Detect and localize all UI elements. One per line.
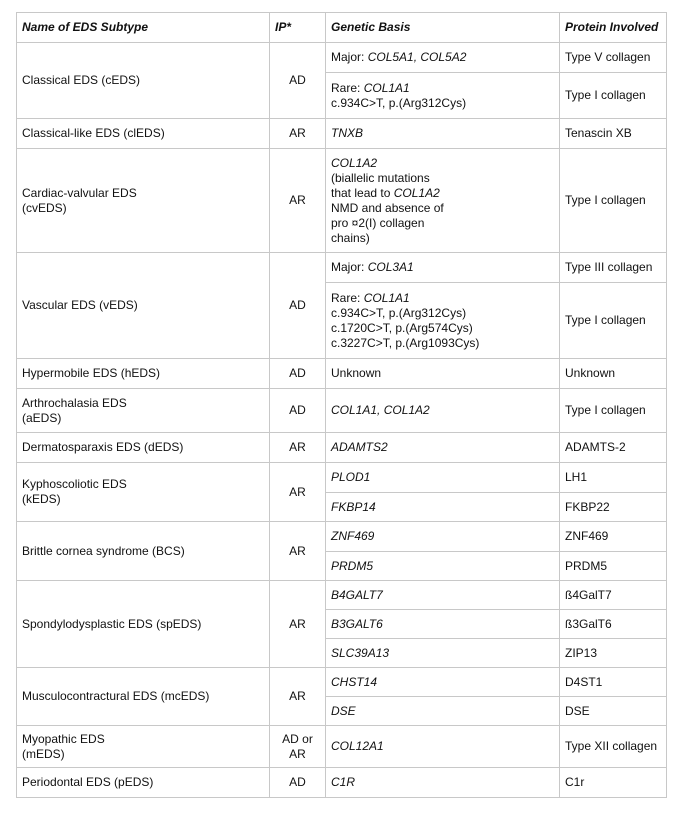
protein-involved: Type V collagen [560, 43, 667, 73]
table-body [17, 43, 667, 798]
protein-involved: Type I collagen [560, 73, 667, 119]
inheritance-pattern: AR [270, 522, 326, 581]
genetic-basis: PRDM5 [326, 552, 560, 581]
inheritance-pattern: AD [270, 43, 326, 119]
inheritance-pattern: AD [270, 253, 326, 359]
subtype-name: Spondylodysplastic EDS (spEDS) [17, 581, 270, 668]
genetic-basis: Unknown [326, 359, 560, 389]
genetic-basis: FKBP14 [326, 493, 560, 522]
table-header [17, 13, 667, 43]
protein-involved: Type XII collagen [560, 726, 667, 768]
protein-involved: ADAMTS-2 [560, 433, 667, 463]
table-row [17, 522, 667, 552]
header-genetic-basis: Genetic Basis [326, 13, 560, 43]
table-row [17, 389, 667, 433]
table-row [17, 433, 667, 463]
genetic-basis: SLC39A13 [326, 639, 560, 668]
protein-involved: Type III collagen [560, 253, 667, 283]
header-protein: Protein Involved [560, 13, 667, 43]
table-row [17, 768, 667, 798]
table-row [17, 581, 667, 610]
subtype-name: Vascular EDS (vEDS) [17, 253, 270, 359]
genetic-basis: Major: COL5A1, COL5A2 [326, 43, 560, 73]
subtype-name: Periodontal EDS (pEDS) [17, 768, 270, 798]
genetic-basis: COL1A1, COL1A2 [326, 389, 560, 433]
subtype-name: Brittle cornea syndrome (BCS) [17, 522, 270, 581]
subtype-name: Musculocontractural EDS (mcEDS) [17, 668, 270, 726]
table-row [17, 149, 667, 253]
subtype-name: Kyphoscoliotic EDS (kEDS) [17, 463, 270, 522]
protein-involved: Unknown [560, 359, 667, 389]
header-row [17, 13, 667, 43]
genetic-basis: Rare: COL1A1 c.934C>T, p.(Arg312Cys) c.1720C>T, p.(Arg574Cys) c.3227C>T, p.(Arg1093Cys) [326, 283, 560, 359]
protein-involved: DSE [560, 697, 667, 726]
protein-involved: Type I collagen [560, 389, 667, 433]
inheritance-pattern: AD [270, 768, 326, 798]
eds-table [16, 12, 667, 798]
protein-involved: PRDM5 [560, 552, 667, 581]
table-row [17, 359, 667, 389]
header-subtype: Name of EDS Subtype [17, 13, 270, 43]
protein-involved: FKBP22 [560, 493, 667, 522]
inheritance-pattern: AD [270, 359, 326, 389]
genetic-basis: Rare: COL1A1 c.934C>T, p.(Arg312Cys) [326, 73, 560, 119]
genetic-basis: DSE [326, 697, 560, 726]
protein-involved: LH1 [560, 463, 667, 493]
protein-involved: ZNF469 [560, 522, 667, 552]
genetic-basis: C1R [326, 768, 560, 798]
protein-involved: Type I collagen [560, 283, 667, 359]
inheritance-pattern: AR [270, 149, 326, 253]
genetic-basis: COL12A1 [326, 726, 560, 768]
subtype-name: Myopathic EDS (mEDS) [17, 726, 270, 768]
genetic-basis: B4GALT7 [326, 581, 560, 610]
subtype-name: Arthrochalasia EDS (aEDS) [17, 389, 270, 433]
table-row [17, 668, 667, 697]
subtype-name: Cardiac-valvular EDS (cvEDS) [17, 149, 270, 253]
subtype-name: Classical EDS (cEDS) [17, 43, 270, 119]
protein-involved: ß4GalT7 [560, 581, 667, 610]
protein-involved: C1r [560, 768, 667, 798]
inheritance-pattern: AR [270, 433, 326, 463]
inheritance-pattern: AD [270, 389, 326, 433]
protein-involved: Tenascin XB [560, 119, 667, 149]
table-row [17, 726, 667, 768]
subtype-name: Classical-like EDS (clEDS) [17, 119, 270, 149]
table-row [17, 43, 667, 73]
protein-involved: D4ST1 [560, 668, 667, 697]
inheritance-pattern: AR [270, 668, 326, 726]
inheritance-pattern: AR [270, 581, 326, 668]
header-ip: IP* [270, 13, 326, 43]
table-row [17, 119, 667, 149]
table-row [17, 253, 667, 283]
genetic-basis: TNXB [326, 119, 560, 149]
genetic-basis: Major: COL3A1 [326, 253, 560, 283]
genetic-basis: PLOD1 [326, 463, 560, 493]
genetic-basis: CHST14 [326, 668, 560, 697]
inheritance-pattern: AR [270, 463, 326, 522]
genetic-basis: COL1A2 (biallelic mutations that lead to COL1A2 NMD and absence of pro ¤2(I) collagen chains) [326, 149, 560, 253]
genetic-basis: ZNF469 [326, 522, 560, 552]
inheritance-pattern: AD or AR [270, 726, 326, 768]
protein-involved: Type I collagen [560, 149, 667, 253]
table-row [17, 463, 667, 493]
subtype-name: Hypermobile EDS (hEDS) [17, 359, 270, 389]
genetic-basis: B3GALT6 [326, 610, 560, 639]
subtype-name: Dermatosparaxis EDS (dEDS) [17, 433, 270, 463]
protein-involved: ZIP13 [560, 639, 667, 668]
genetic-basis: ADAMTS2 [326, 433, 560, 463]
inheritance-pattern: AR [270, 119, 326, 149]
protein-involved: ß3GalT6 [560, 610, 667, 639]
